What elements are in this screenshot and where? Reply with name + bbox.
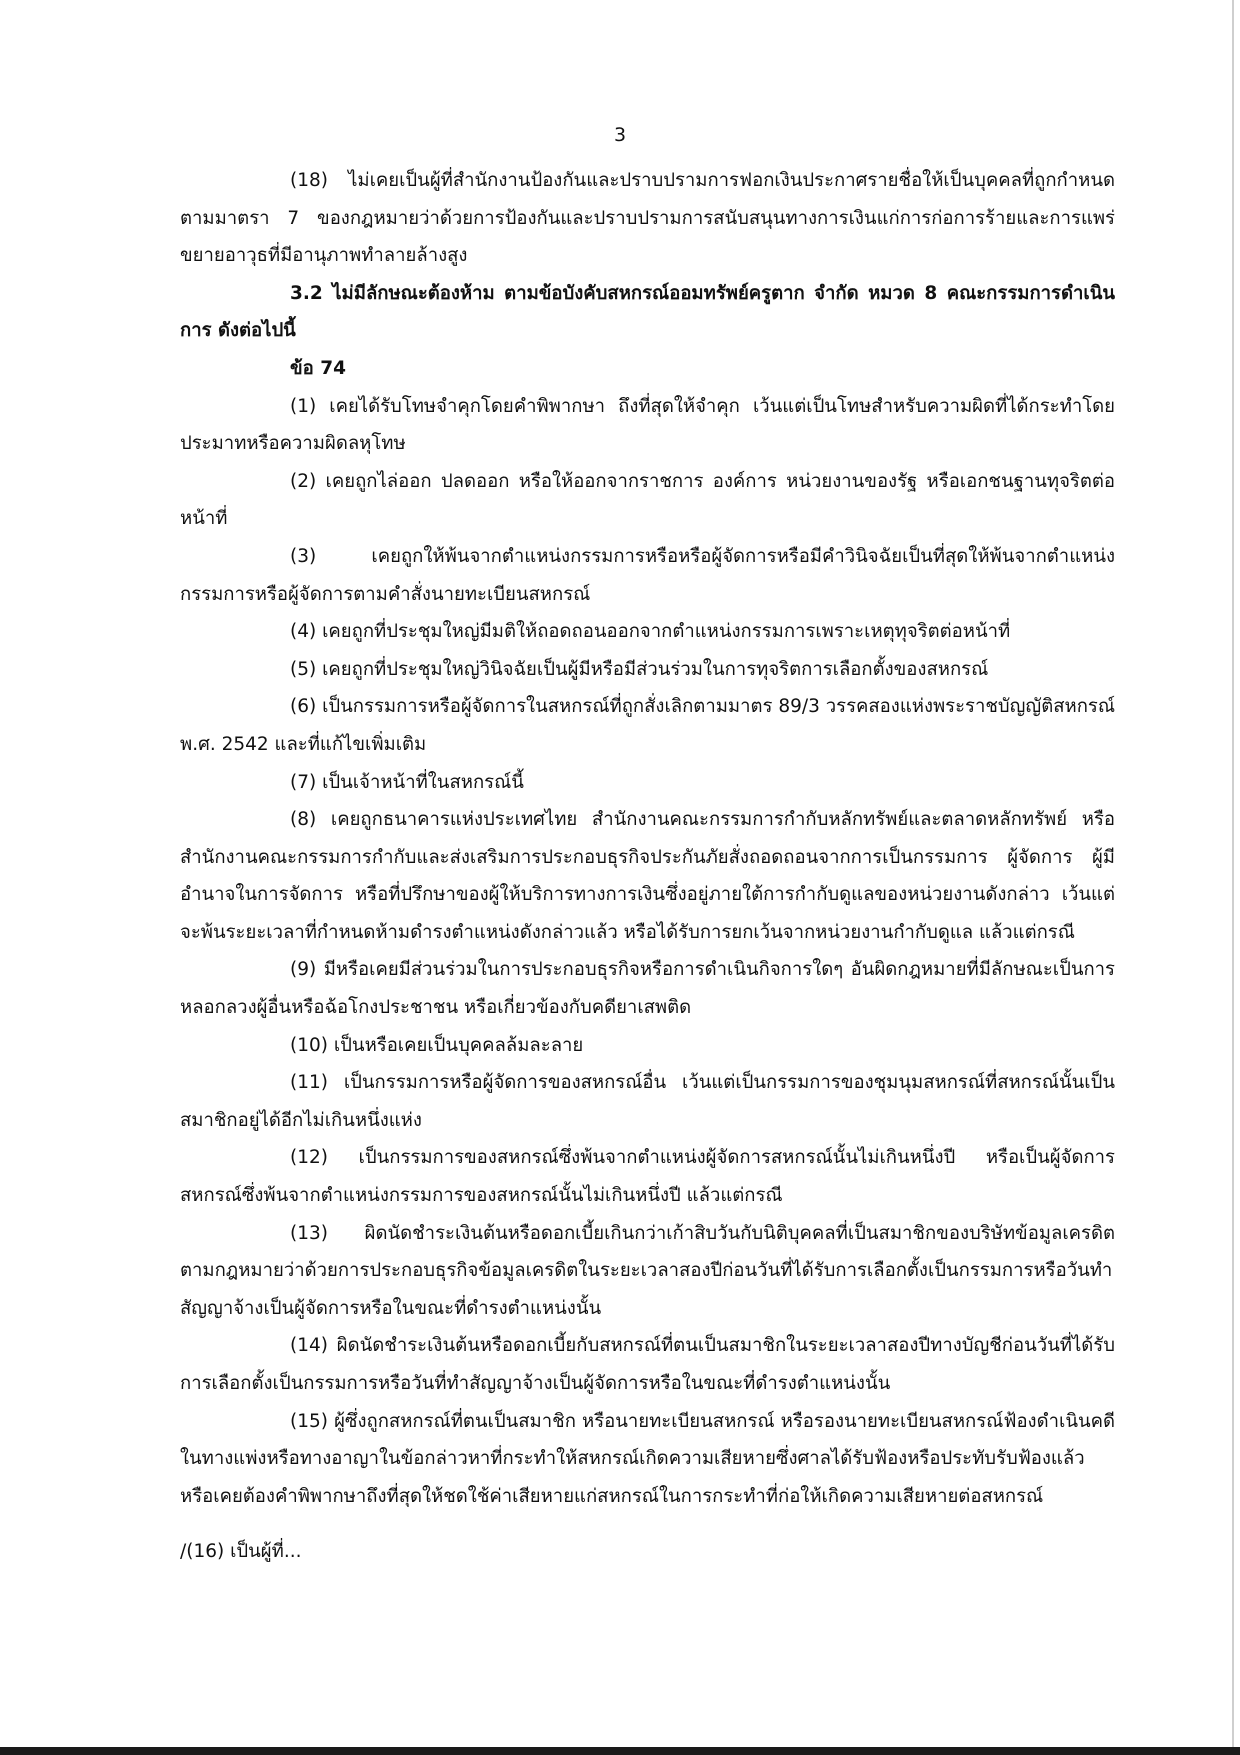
paragraph-item-11: (11) เป็นกรรมการหรือผู้จัดการของสหกรณ์อื่น เว้นแต่เป็นกรรมการของชุมนุมสหกรณ์ที่สหกรณ์นั้นเป็นสมาชิกอยู่ได้อีกไม่เกินหนึ่งแห่ง: [180, 1072, 1115, 1131]
paragraph-item-3: (3) เคยถูกให้พ้นจากตำแหน่งกรรมการหรือหรือผู้จัดการหรือมีคำวินิจฉัยเป็นที่สุดให้พ้นจากตำแหน่งกรรมการหรือผู้จัดการตามคำสั่งนายทะเบียนสหกรณ์: [180, 545, 1115, 605]
document-body: [180, 162, 1115, 1571]
page-number: 3: [613, 124, 627, 146]
paragraph-item-4: (4) เคยถูกที่ประชุมใหญ่มีมติให้ถอดถอนออกจากตำแหน่งกรรมการเพราะเหตุทุจริตต่อหน้าที่: [290, 621, 1011, 643]
section-heading-3-2: 3.2 ไม่มีลักษณะต้องห้าม ตามข้อบังคับสหกรณ์ออมทรัพย์ครูตาก จำกัด หมวด 8 คณะกรรมการดำเนินการ ดังต่อไปนี้: [180, 282, 1115, 342]
paragraph-item-8: (8) เคยถูกธนาคารแห่งประเทศไทย สำนักงานคณะกรรมการกำกับหลักทรัพย์และตลาดหลักทรัพย์ หรือสำนักงานคณะกรรมการกำกับและส่งเสริมการประกอบธุรกิจประกันภัยสั่งถอดถอนจากการเป็นกรรมการ ผู้จัดการ ผู้มีอำนาจในการจัดการ หรือที่ปรึกษาของผู้ให้บริการทางการเงินซึ่งอยู่ภายใต้การกำกับดูแลของหน่วยงานดังกล่าว เว้นแต่จะพ้นระยะเวลาที่กำหนดห้ามดำรงตำแหน่งดังกล่าวแล้ว หรือได้รับการยกเว้นจากหน่วยงานกำกับดูแล แล้วแต่กรณี: [180, 809, 1115, 943]
paragraph-item-7: (7) เป็นเจ้าหน้าที่ในสหกรณ์นี้: [290, 771, 524, 793]
paragraph-item-1: (1) เคยได้รับโทษจำคุกโดยคำพิพากษา ถึงที่สุดให้จำคุก เว้นแต่เป็นโทษสำหรับความผิดที่ได้กระทำโดยประมาทหรือความผิดลหุโทษ: [180, 395, 1115, 455]
scan-edge-bottom: [0, 1747, 1240, 1755]
paragraph-item-10: (10) เป็นหรือเคยเป็นบุคคลล้มละลาย: [290, 1034, 584, 1056]
article-heading-74: ข้อ 74: [290, 357, 346, 379]
continuation-marker: /(16) เป็นผู้ที่...: [180, 1541, 302, 1563]
paragraph-item-15: (15) ผู้ซึ่งถูกสหกรณ์ที่ตนเป็นสมาชิก หรือนายทะเบียนสหกรณ์ หรือรองนายทะเบียนสหกรณ์ฟ้องดำเนินคดีในทางแพ่งหรือทางอาญาในข้อกล่าวหาที่กระทำให้สหกรณ์เกิดความเสียหายซึ่งศาลได้รับฟ้องหรือประทับรับฟ้องแล้ว หรือเคยต้องคำพิพากษาถึงที่สุดให้ชดใช้ค่าเสียหายแก่สหกรณ์ในการกระทำที่ก่อให้เกิดความเสียหายต่อสหกรณ์: [180, 1410, 1115, 1507]
paragraph-item-6: (6) เป็นกรรมการหรือผู้จัดการในสหกรณ์ที่ถูกสั่งเลิกตามมาตร 89/3 วรรคสองแห่งพระราชบัญญัติสหกรณ์ พ.ศ. 2542 และที่แก้ไขเพิ่มเติม: [180, 696, 1115, 755]
paragraph-item-13: (13) ผิดนัดชำระเงินต้นหรือดอกเบี้ยเกินกว่าเก้าสิบวันกับนิติบุคคลที่เป็นสมาชิกของบริษัทข้อมูลเครดิตตามกฎหมายว่าด้วยการประกอบธุรกิจข้อมูลเครดิตในระยะเวลาสองปีก่อนวันที่ได้รับการเลือกตั้งเป็นกรรมการหรือวันทำสัญญาจ้างเป็นผู้จัดการหรือในขณะที่ดำรงตำแหน่งนั้น: [180, 1222, 1115, 1319]
paragraph-item-2: (2) เคยถูกไล่ออก ปลดออก หรือให้ออกจากราชการ องค์การ หน่วยงานของรัฐ หรือเอกชนฐานทุจริตต่อหน้าที่: [180, 470, 1115, 530]
paragraph-item-9: (9) มีหรือเคยมีส่วนร่วมในการประกอบธุรกิจหรือการดำเนินกิจการใดๆ อันผิดกฎหมายที่มีลักษณะเป็นการหลอกลวงผู้อื่นหรือฉ้อโกงประชาชน หรือเกี่ยวข้องกับคดียาเสพติด: [180, 959, 1115, 1019]
paragraph-item-14: (14) ผิดนัดชำระเงินต้นหรือดอกเบี้ยกับสหกรณ์ที่ตนเป็นสมาชิกในระยะเวลาสองปีทางบัญชีก่อนวันที่ได้รับการเลือกตั้งเป็นกรรมการหรือวันที่ทำสัญญาจ้างเป็นผู้จัดการหรือในขณะที่ดำรงตำแหน่งนั้น: [180, 1335, 1115, 1394]
paragraph-item-12: (12) เป็นกรรมการของสหกรณ์ซึ่งพ้นจากตำแหน่งผู้จัดการสหกรณ์นั้นไม่เกินหนึ่งปี หรือเป็นผู้จัดการสหกรณ์ซึ่งพ้นจากตำแหน่งกรรมการของสหกรณ์นั้นไม่เกินหนึ่งปี แล้วแต่กรณี: [180, 1147, 1115, 1207]
scan-edge-right: [1232, 0, 1234, 1755]
paragraph-item-18: (18) ไม่เคยเป็นผู้ที่สำนักงานป้องกันและปราบปรามการฟอกเงินประกาศรายชื่อให้เป็นบุคคลที่ถูกกำหนดตามมาตรา 7 ของกฎหมายว่าด้วยการป้องกันและปราบปรามการสนับสนุนทางการเงินแก่การก่อการร้ายและการแพร่ขยายอาวุธที่มีอานุภาพทำลายล้างสูง: [180, 170, 1115, 267]
paragraph-item-5: (5) เคยถูกที่ประชุมใหญ่วินิจฉัยเป็นผู้มีหรือมีส่วนร่วมในการทุจริตการเลือกตั้งของสหกรณ์: [290, 658, 989, 680]
